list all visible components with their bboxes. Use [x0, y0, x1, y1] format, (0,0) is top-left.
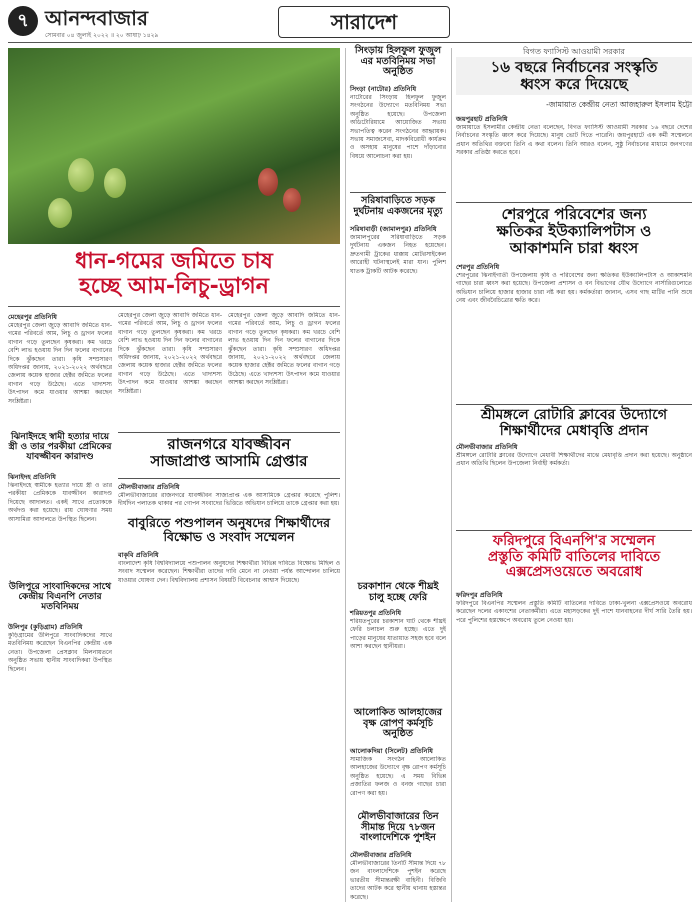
culture-dateline: জয়পুরহাট প্রতিনিধি	[456, 115, 508, 123]
mango-body-cont: মেহেরপুর জেলা জুড়ে আবাদি জমিতে ধান-গমের পরিবর্তে আম, লিচু ও ড্রাগন ফলের বাগান গড়ে তুলছেন কৃষকরা। কম খরচে বেশি লাভ হওয়ায় দিন দিন ফলের বাগানের দিকে ঝুঁকছেন তারা। কৃষি সম্প্রসারণ অধিদপ্তর জানায়, ২০২১-২০২২ অর্থবছরে জেলায় কয়েক হাজার হেক্টর জমিতে ফলের বাগান গড়ে উঠেছে। এতে খাদ্যশস্য উৎপাদন কমে যাওয়ার আশঙ্কা করছেন সংশ্লিষ্টরা।	[118, 312, 222, 395]
issue-date: সোমবার ০৪ জুলাই ২০২২ ॥ ২০ আষাঢ় ১৪২৯	[45, 32, 159, 39]
tree-plant-dateline: আলোকদিয়া (সিলেট) প্রতিনিধি	[350, 747, 433, 755]
divider	[350, 192, 446, 193]
ulipur-body: কুড়িগ্রামের উলিপুরে সাংবাদিকদের সাথে মতবিনিময় করেছেন বিএনপির কেন্দ্রীয় এক নেতা। উপজেলা প্রেসক্লাব মিলনায়তনে অনুষ্ঠিত সভায় স্থানীয় সাংবাদিকরা উপস্থিত ছিলেন।	[8, 632, 112, 673]
jhenaidah-body: ঝিনাইদহে স্বামীকে হত্যার দায়ে স্ত্রী ও তার পরকীয়া প্রেমিককে যাবজ্জীবন কারাদণ্ড দিয়েছে আদালত। একই সাথে প্রত্যেককে অর্থদণ্ড করা হয়েছে। রায় ঘোষণার সময় আসামিরা আদালতে উপস্থিত ছিলেন।	[8, 482, 112, 523]
divider	[118, 432, 340, 433]
rajnagar-dateline: মৌলভীবাজার প্রতিনিধি	[118, 483, 180, 491]
culture-headline: ১৬ বছরে নির্বাচনের সংস্কৃতি ধ্বংস করে দিয়েছে	[456, 57, 692, 95]
trees-body: শেরপুরের ঝিনাইগাতী উপজেলায় কৃষি ও পরিবেশের জন্য ক্ষতিকর ইউক্যালিপটাস ও আকাশমনি গাছের চারা ধ্বংস করা হয়েছে। উপজেলা প্রশাসন ও বন বিভাগের যৌথ উদ্যোগে নার্সারিগুলোতে অভিযান চালিয়ে হাজার হাজার চারা নষ্ট করা হয়। কর্মকর্তারা জানান, এসব গাছ মাটির পানি শুষে নেয় এবং জীববৈচিত্র্যের ক্ষতি করে।	[456, 272, 692, 305]
ulipur-dateline: উলিপুর (কুড়িগ্রাম) প্রতিনিধি	[8, 623, 83, 631]
jhenaidah-dateline: ঝিনাইদহ প্রতিনিধি	[8, 473, 56, 481]
ulipur-headline: উলিপুরে সাংবাদিকদের সাথে কেন্দ্রীয় বিএনপি নেতার মতবিনিময়	[8, 582, 112, 613]
faridpur-headline: ফরিদপুরে বিএনপি'র সম্মেলন প্রস্তুতি কমিটি বাতিলের দাবিতে এক্সপ্রেসওয়েতে অবরোধ	[487, 533, 661, 581]
divider	[118, 478, 340, 479]
divider	[8, 306, 340, 307]
bakribi-body: বাংলাদেশ কৃষি বিশ্ববিদ্যালয়ে পশুপালন অনুষদের শিক্ষার্থীরা বিভিন্ন দাবিতে বিক্ষোভ মিছিল ও সংবাদ সম্মেলন করেছেন। শিক্ষার্থীরা তাদের দাবি মেনে না নেওয়া পর্যন্ত আন্দোলন চালিয়ে যাওয়ার ঘোষণা দেন। বিশ্ববিদ্যালয় প্রশাসন বিষয়টি বিবেচনার আশ্বাস দিয়েছে।	[118, 560, 340, 584]
moulvi-headline: মৌলভীবাজারের তিন সীমান্ত দিয়ে ৭৮জন বাংলাদেশিকে পুশইন	[357, 811, 439, 844]
trees-dateline: শেরপুর প্রতিনিধি	[456, 263, 500, 271]
page-number: ৭	[8, 6, 38, 36]
singra-headline: সিংড়ায় হিলফুল ফুজুল এর মতবিনিময় সভা অনুষ্ঠিত	[354, 45, 442, 78]
mango-headline: ধান-গমের জমিতে চাষ হচ্ছে আম-লিচু-ড্রাগন	[75, 249, 273, 299]
faridpur-body: ফরিদপুরে বিএনপির সম্মেলন প্রস্তুতি কমিটি বাতিলের দাবিতে ঢাকা-খুলনা এক্সপ্রেসওয়ে অবরোধ করেছেন দলের একাংশের নেতাকর্মীরা। এতে মহাসড়কের দুই পাশে যানবাহনের দীর্ঘ সারি তৈরি হয়। পরে পুলিশের হস্তক্ষেপে অবরোধ তুলে নেওয়া হয়।	[456, 600, 692, 624]
bakribi-dateline: বাকৃবি প্রতিনিধি	[118, 551, 159, 559]
tree-plant-headline: আলোকিত আলহাজের বৃক্ষ রোপণ কর্মসূচি অনুষ্ঠিত	[354, 707, 442, 740]
rotary-body: শ্রীমঙ্গলে রোটারি ক্লাবের উদ্যোগে মেধাবী শিক্ষার্থীদের মাঝে মেধাবৃত্তি প্রদান করা হয়েছে। অনুষ্ঠানে প্রধান অতিথি ছিলেন উপজেলা নির্বাহী কর্মকর্তা।	[456, 452, 692, 468]
rotary-dateline: মৌলভীবাজার প্রতিনিধি	[456, 443, 518, 451]
sariabari-body: জামালপুরের সরিষাবাড়িতে সড়ক দুর্ঘটনায় একজন নিহত হয়েছেন। দ্রুতগামী ট্রাকের ধাক্কায় মোটরসাইকেল আরোহী ঘটনাস্থলেই মারা যান। পুলিশ ঘাতক ট্রাকটি আটক করেছে।	[350, 234, 446, 275]
divider	[456, 202, 692, 203]
rajnagar-headline: রাজনগরে যাবজ্জীবন সাজাপ্রাপ্ত আসামি গ্রেপ্তার	[150, 435, 308, 470]
ferry-body: শরিয়তপুরের চরকাশান ঘাট থেকে শীঘ্রই ফেরি চলাচল শুরু হচ্ছে। এতে দুই পাড়ের মানুষের যাতায়াত সহজ হবে বলে আশা করছেন স্থানীয়রা।	[350, 618, 446, 651]
section-title: সারাদেশ	[278, 6, 450, 38]
sariabari-headline: সরিষাবাড়িতে সড়ক দুর্ঘটনায় একজনের মৃত্যু	[353, 195, 443, 217]
singra-body: নাটোরের সিংড়ায় হিলফুল ফুজুল সংগঠনের উদ্যোগে মতবিনিময় সভা অনুষ্ঠিত হয়েছে। উপজেলা অডিটোরিয়ামে আয়োজিত সভায় সভাপতিত্ব করেন সংগঠনের আহ্বায়ক। সভায় সমাজসেবা, মাদকবিরোধী কার্যক্রম ও অসহায় মানুষের পাশে দাঁড়ানোর বিষয়ে আলোচনা করা হয়।	[350, 94, 446, 160]
header-rule	[8, 42, 692, 43]
faridpur-dateline: ফরিদপুর প্রতিনিধি	[456, 591, 503, 599]
trees-headline: শেরপুরে পরিবেশের জন্য ক্ষতিকর ইউক্যালিপটাস ও আকাশমনি চারা ধ্বংস	[496, 205, 652, 257]
mango-body: মেহেরপুর জেলা জুড়ে আবাদি জমিতে ধান-গমের পরিবর্তে আম, লিচু ও ড্রাগন ফলের বাগান গড়ে তুলছেন কৃষকরা। কম খরচে বেশি লাভ হওয়ায় দিন দিন ফলের বাগানের দিকে ঝুঁকছেন তারা। কৃষি সম্প্রসারণ অধিদপ্তর জানায়, ২০২১-২০২২ অর্থবছরে জেলায় কয়েক হাজার হেক্টর জমিতে ফলের বাগান গড়ে উঠেছে। এতে খাদ্যশস্য উৎপাদন কমে যাওয়ার আশঙ্কা করছেন সংশ্লিষ্টরা।	[8, 322, 112, 405]
divider	[456, 404, 692, 405]
bakribi-headline: বাবুরিতে পশুপালন অনুষদের শিক্ষার্থীদের বিক্ষোভ ও সংবাদ সম্মেলন	[127, 515, 331, 544]
column-rule	[345, 48, 346, 902]
moulvi-body: মৌলভীবাজারের তিনটি সীমান্ত দিয়ে ৭৮ জন বাংলাদেশিকে পুশইন করেছে ভারতীয় সীমান্তরক্ষী বাহিনী। বিজিবি তাদের আটক করে স্থানীয় থানায় হস্তান্তর করেছে।	[350, 860, 446, 901]
ferry-dateline: শরিয়তপুর প্রতিনিধি	[350, 609, 402, 617]
column-rule	[451, 48, 452, 902]
jhenaidah-headline: ঝিনাইদহে স্বামী হত্যার দায়ে স্ত্রী ও তার পরকীয়া প্রেমিকের যাবজ্জীবন কারাদণ্ড	[8, 432, 112, 463]
rotary-headline: শ্রীমঙ্গলে রোটারি ক্লাবের উদ্যোগে শিক্ষার্থীদের মেধাবৃত্তি প্রদান	[480, 407, 668, 439]
mango-body-cont2: মেহেরপুর জেলা জুড়ে আবাদি জমিতে ধান-গমের পরিবর্তে আম, লিচু ও ড্রাগন ফলের বাগান গড়ে তুলছেন কৃষকরা। কম খরচে বেশি লাভ হওয়ায় দিন দিন ফলের বাগানের দিকে ঝুঁকছেন তারা। কৃষি সম্প্রসারণ অধিদপ্তর জানায়, ২০২১-২০২২ অর্থবছরে জেলায় কয়েক হাজার হেক্টর জমিতে ফলের বাগান গড়ে উঠেছে। এতে খাদ্যশস্য উৎপাদন কমে যাওয়ার আশঙ্কা করছেন সংশ্লিষ্টরা।	[228, 312, 340, 387]
ferry-headline: চরকাশান থেকে শীঘ্রই চালু হচ্ছে ফেরি	[357, 581, 439, 603]
orchard-photo	[8, 48, 340, 244]
rajnagar-body: মৌলভীবাজারের রাজনগরে যাবজ্জীবন সাজাপ্রাপ্ত এক আসামিকে গ্রেপ্তার করেছে পুলিশ। দীর্ঘদিন পলাতক থাকার পর গোপন সংবাদের ভিত্তিতে অভিযান চালিয়ে তাকে গ্রেপ্তার করা হয়।	[118, 492, 340, 508]
sariabari-dateline: সরিষাবাড়ী (জামালপুর) প্রতিনিধি	[350, 225, 437, 233]
singra-dateline: সিংড়া (নাটোর) প্রতিনিধি	[350, 85, 417, 93]
divider	[456, 530, 692, 531]
culture-body: জামায়াতে ইসলামীর কেন্দ্রীয় নেতা বলেছেন, বিগত ফ্যাসিস্ট আওয়ামী সরকার ১৬ বছরে দেশের নির্বাচনের সংস্কৃতি ধ্বংস করে দিয়েছে। মানুষ ভোট দিতে পারেনি। জয়পুরহাটে এক কর্মী সম্মেলনে প্রধান অতিথির বক্তব্যে তিনি এ কথা বলেন। তিনি আরও বলেন, সুষ্ঠু নির্বাচনের মাধ্যমে জনগণের সরকার প্রতিষ্ঠা করতে হবে।	[456, 124, 692, 157]
mango-dateline: মেহেরপুর প্রতিনিধি	[8, 313, 57, 321]
moulvi-dateline: মৌলভীবাজার প্রতিনিধি	[350, 851, 412, 859]
culture-tagline: বিগত ফ্যাসিস্ট আওয়ামী সরকার	[523, 47, 625, 56]
tree-plant-body: সামাজিক সংগঠন আলোকিত আলহাজের উদ্যোগে বৃক্ষ রোপণ কর্মসূচি অনুষ্ঠিত হয়েছে। এ সময় বিভিন্ন প্রজাতির ফলজ ও বনজ গাছের চারা রোপণ করা হয়।	[350, 756, 446, 797]
masthead: আনন্দবাজার	[45, 6, 148, 30]
culture-subhead: -জামায়াত কেন্দ্রীয় নেতা আজহারুল ইসলাম ইট্টো	[546, 100, 692, 109]
